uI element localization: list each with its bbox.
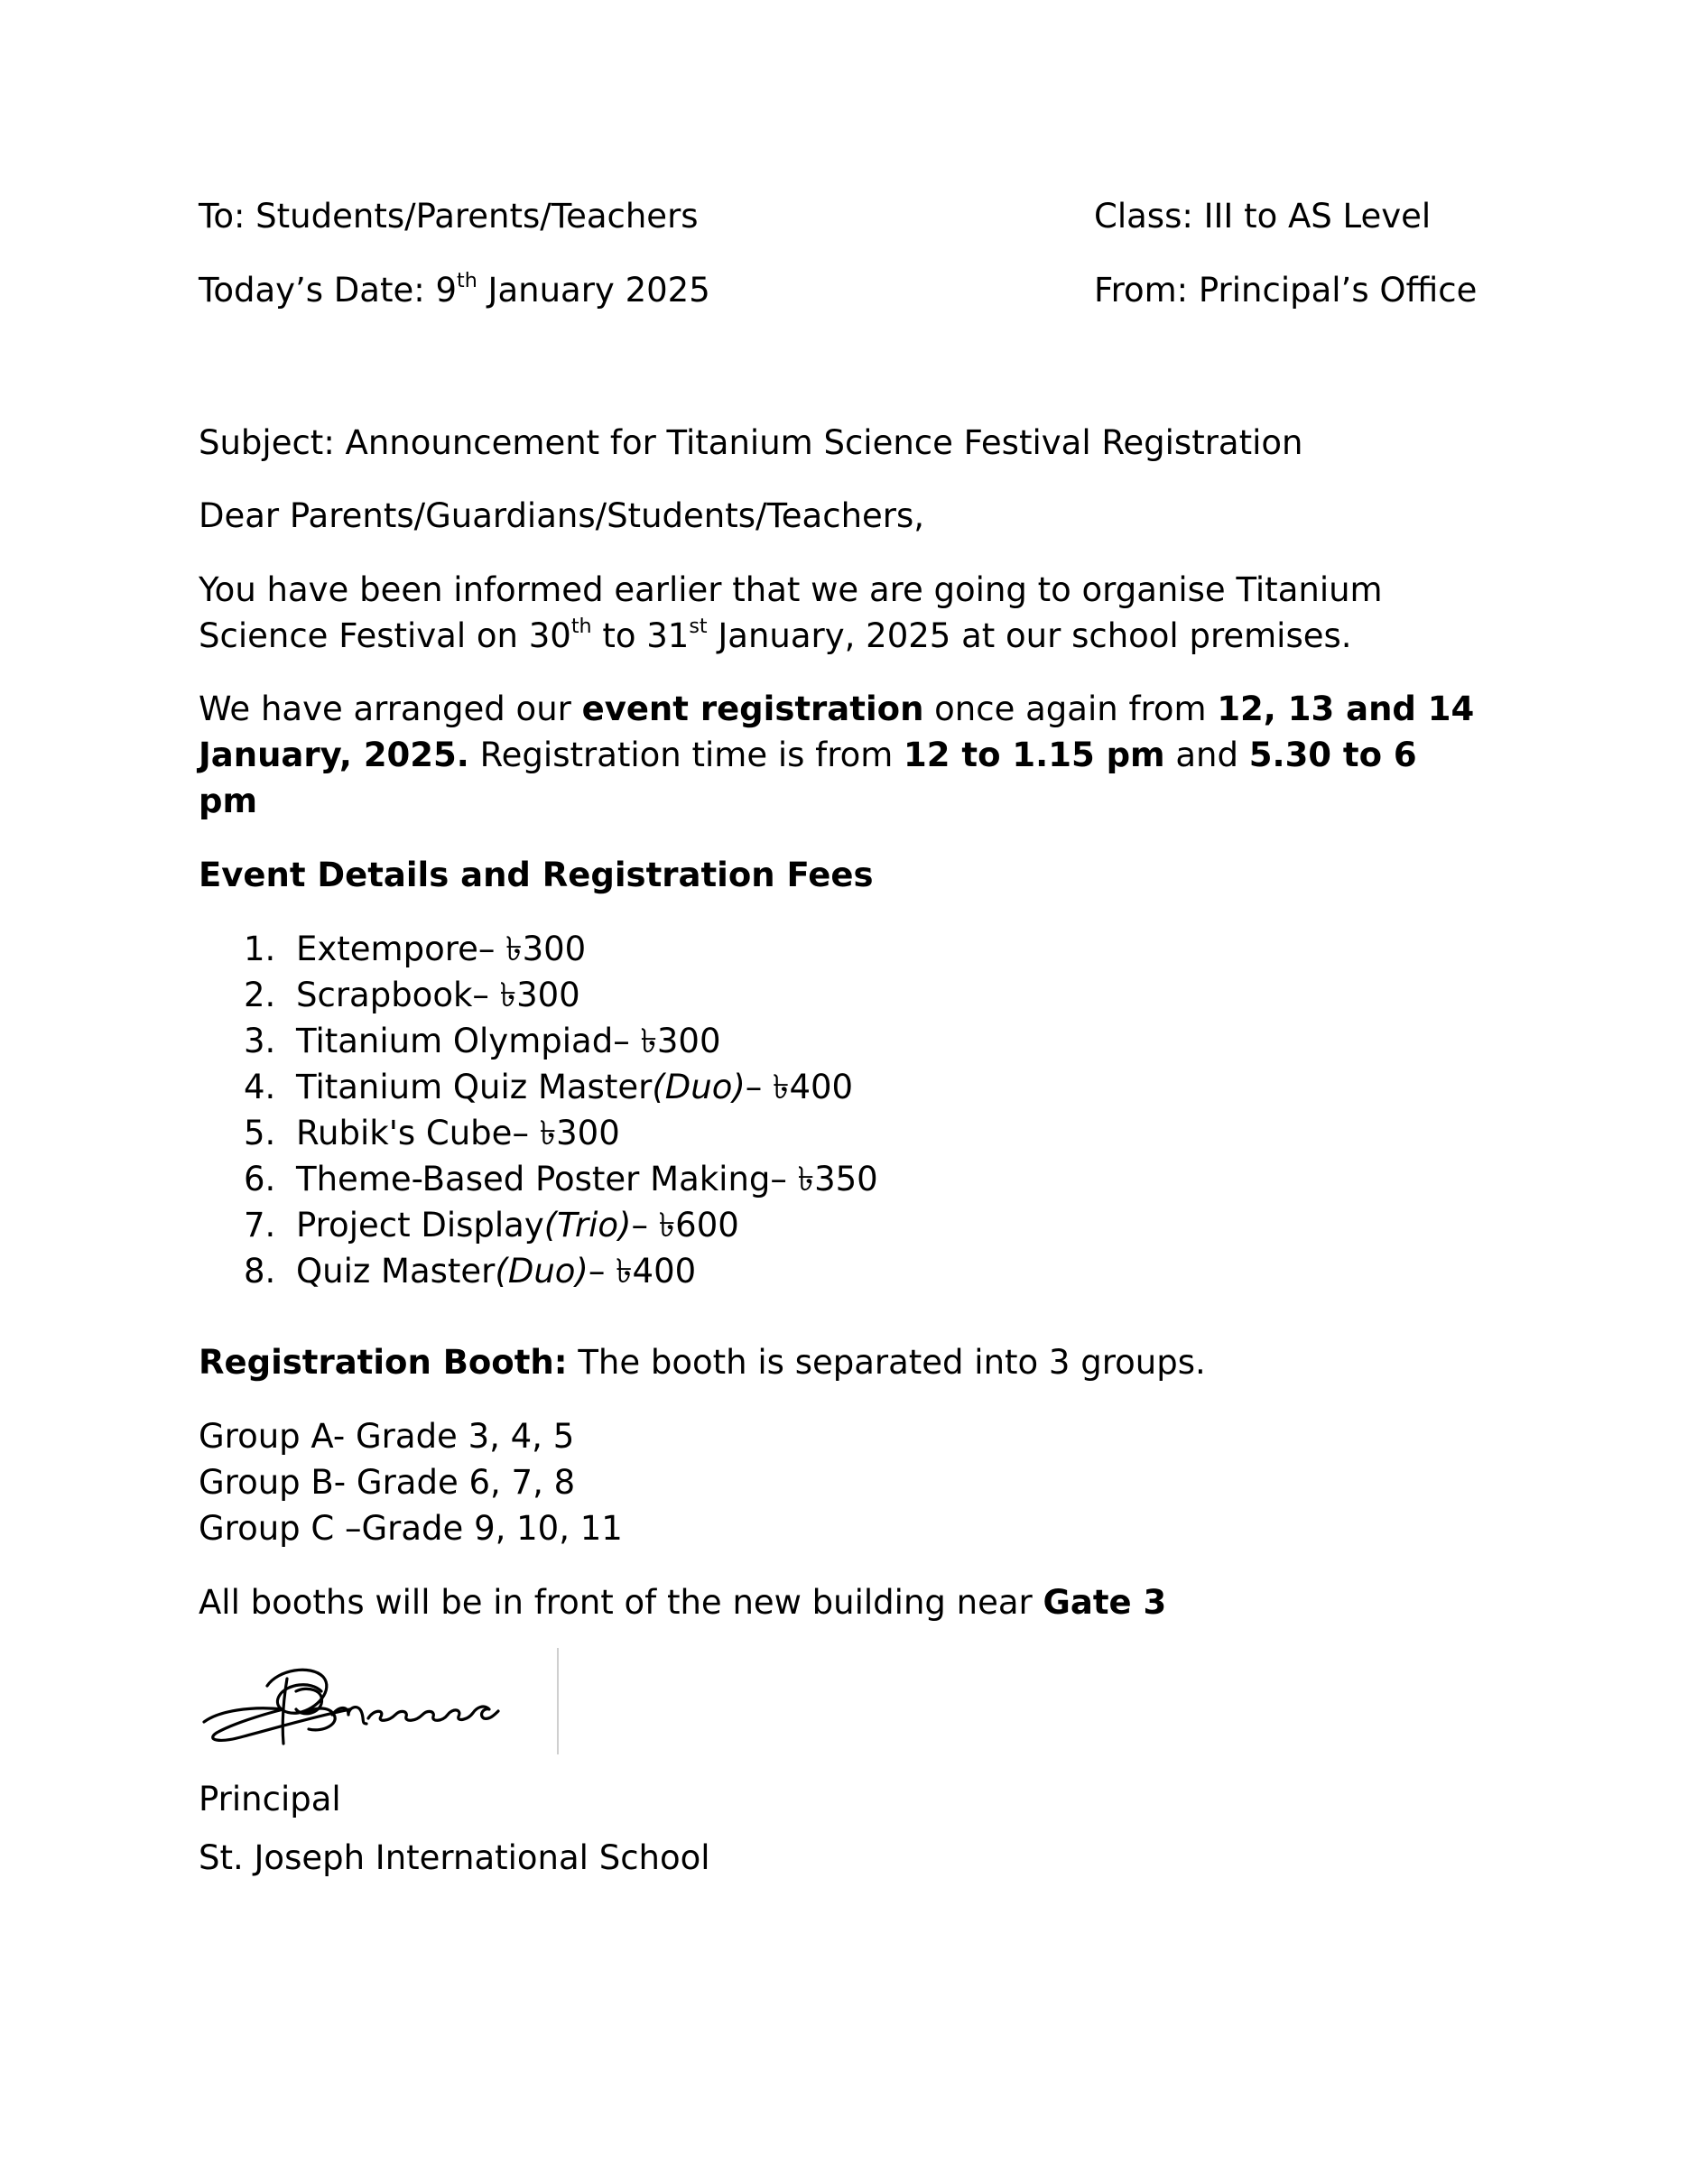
list-item: 6. Theme-Based Poster Making – ৳350 — [244, 1160, 878, 1198]
list-item: 5. Rubik's Cube – ৳300 — [244, 1114, 620, 1152]
intro-paragraph: You have been informed earlier that we are going to organise Titanium Science Festival on 30th to 31st January, 2025 at our school premises. — [199, 570, 1383, 655]
list-item: 8. Quiz Master (Duo) – ৳400 — [244, 1252, 697, 1291]
group-a: Group A- Grade 3, 4, 5 — [199, 1417, 575, 1456]
subject-line: Subject: Announcement for Titanium Science Festival Registration — [199, 423, 1303, 462]
recipient-line: To: Students/Parents/Teachers — [199, 197, 699, 236]
list-item: 1. Extempore – ৳300 — [244, 930, 587, 968]
group-b: Group B- Grade 6, 7, 8 — [199, 1463, 576, 1502]
list-item: 3. Titanium Olympiad – ৳300 — [244, 1022, 721, 1060]
signatory-title: Principal — [199, 1780, 341, 1818]
event-fee-list — [244, 926, 878, 1294]
signature-divider — [557, 1648, 559, 1754]
school-name: St. Joseph International School — [199, 1838, 710, 1877]
salutation: Dear Parents/Guardians/Students/Teachers, — [199, 496, 925, 535]
registration-paragraph: We have arranged our event registration once again from 12, 13 and 14 January, 2025. Registration time is from 12 to 1.15 pm and 5.30 to 6 pm — [199, 689, 1475, 820]
list-item: 4. Titanium Quiz Master (Duo) – ৳400 — [244, 1068, 854, 1106]
principal-signature — [197, 1659, 522, 1754]
date-line: Today’s Date: 9th January 2025 — [199, 269, 710, 310]
class-line: Class: III to AS Level — [1094, 197, 1432, 236]
events-heading: Event Details and Registration Fees — [199, 856, 874, 894]
group-c: Group C –Grade 9, 10, 11 — [199, 1509, 623, 1548]
list-item: 2. Scrapbook – ৳300 — [244, 976, 580, 1014]
booth-line: Registration Booth: The booth is separated into 3 groups. — [199, 1343, 1206, 1382]
location-line: All booths will be in front of the new building near Gate 3 — [199, 1583, 1167, 1622]
list-item: 7. Project Display (Trio) – ৳600 — [244, 1206, 739, 1245]
from-line: From: Principal’s Office — [1094, 271, 1478, 310]
